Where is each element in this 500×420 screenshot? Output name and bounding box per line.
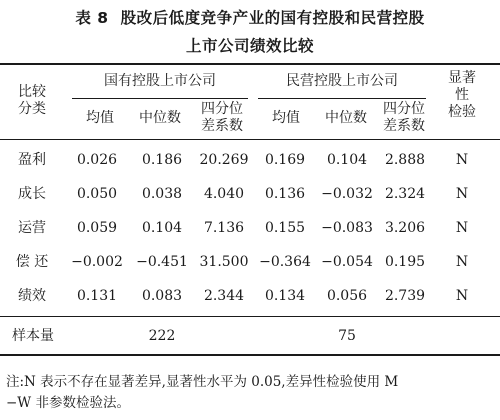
soe-median: 0.038 <box>141 186 183 202</box>
soe-quartile: 7.136 <box>203 220 245 236</box>
private-median: −0.083 <box>321 220 373 236</box>
private-mean: 0.155 <box>264 220 306 236</box>
soe-median: 0.186 <box>141 152 183 168</box>
private-median: −0.032 <box>321 186 373 202</box>
table-note <box>6 372 496 414</box>
header-soe-quartile <box>192 101 252 135</box>
sample-rule <box>0 316 500 317</box>
note-line1: 注:N 表示不存在显著差异,显著性水平为 0.05,差异性检验使用 M <box>6 374 399 390</box>
soe-mean: −0.002 <box>71 254 123 270</box>
soe-quartile: 2.344 <box>203 288 245 304</box>
private-median: −0.054 <box>321 254 373 270</box>
table-title-line1: 股改后低度竞争产业的国有控股和民营控股 <box>120 9 425 27</box>
soe-quartile: 31.500 <box>199 254 249 270</box>
top-rule <box>0 63 500 65</box>
row-label: 偿 还 <box>15 254 49 270</box>
table-title <box>0 6 500 28</box>
private-mean: 0.134 <box>264 288 306 304</box>
header-soe-median: 中位数 <box>139 110 181 126</box>
header-compare <box>4 84 60 118</box>
private-quartile: 2.739 <box>384 288 426 304</box>
header-significance-line2: 性 <box>455 87 469 103</box>
header-soe-quartile-line2: 差系数 <box>201 118 243 134</box>
row-label: 绩效 <box>18 288 46 304</box>
header-soe-group: 国有控股上市公司 <box>104 73 216 89</box>
significance: N <box>455 220 469 236</box>
header-significance-line1: 显著 <box>448 70 476 86</box>
private-quartile: 2.324 <box>384 186 426 202</box>
soe-mean: 0.131 <box>76 288 118 304</box>
private-quartile: 0.195 <box>384 254 426 270</box>
sample-private: 75 <box>338 328 356 344</box>
sample-label: 样本量 <box>12 328 54 344</box>
header-private-mean: 均值 <box>272 110 300 126</box>
significance: N <box>455 288 469 304</box>
private-quartile: 3.206 <box>384 220 426 236</box>
row-label: 运营 <box>18 220 46 236</box>
soe-mean: 0.050 <box>76 186 118 202</box>
row-label: 成长 <box>18 186 46 202</box>
significance: N <box>455 254 469 270</box>
soe-mean: 0.059 <box>76 220 118 236</box>
header-rule <box>0 139 500 140</box>
private-mean: −0.364 <box>259 254 311 270</box>
header-private-quartile-line1: 四分位 <box>383 101 425 117</box>
header-private-quartile <box>374 101 434 135</box>
private-mean: 0.169 <box>264 152 306 168</box>
header-significance-line3: 检验 <box>448 104 476 120</box>
header-compare-line1: 比较 <box>18 84 46 100</box>
significance: N <box>455 152 469 168</box>
table-number: 表 8 <box>75 9 109 27</box>
header-private-group: 民营控股上市公司 <box>286 73 398 89</box>
sample-soe: 222 <box>148 328 176 344</box>
private-quartile: 2.888 <box>384 152 426 168</box>
private-mean: 0.136 <box>264 186 306 202</box>
header-private-quartile-line2: 差系数 <box>383 118 425 134</box>
soe-median: 0.104 <box>141 220 183 236</box>
soe-median: −0.451 <box>136 254 188 270</box>
soe-mean: 0.026 <box>76 152 118 168</box>
header-soe-mean: 均值 <box>86 110 114 126</box>
private-group-rule <box>258 98 426 99</box>
header-soe-quartile-line1: 四分位 <box>201 101 243 117</box>
header-significance <box>432 70 492 121</box>
private-median: 0.056 <box>326 288 368 304</box>
table-title-line2: 上市公司绩效比较 <box>185 37 314 55</box>
row-label: 盈利 <box>18 152 46 168</box>
private-median: 0.104 <box>326 152 368 168</box>
bottom-rule <box>0 354 500 356</box>
soe-quartile: 20.269 <box>199 152 249 168</box>
soe-quartile: 4.040 <box>203 186 245 202</box>
note-line2: −W 非参数检验法。 <box>6 395 130 411</box>
significance: N <box>455 186 469 202</box>
header-compare-line2: 分类 <box>18 101 46 117</box>
header-private-median: 中位数 <box>325 110 367 126</box>
soe-median: 0.083 <box>141 288 183 304</box>
soe-group-rule <box>72 98 248 99</box>
